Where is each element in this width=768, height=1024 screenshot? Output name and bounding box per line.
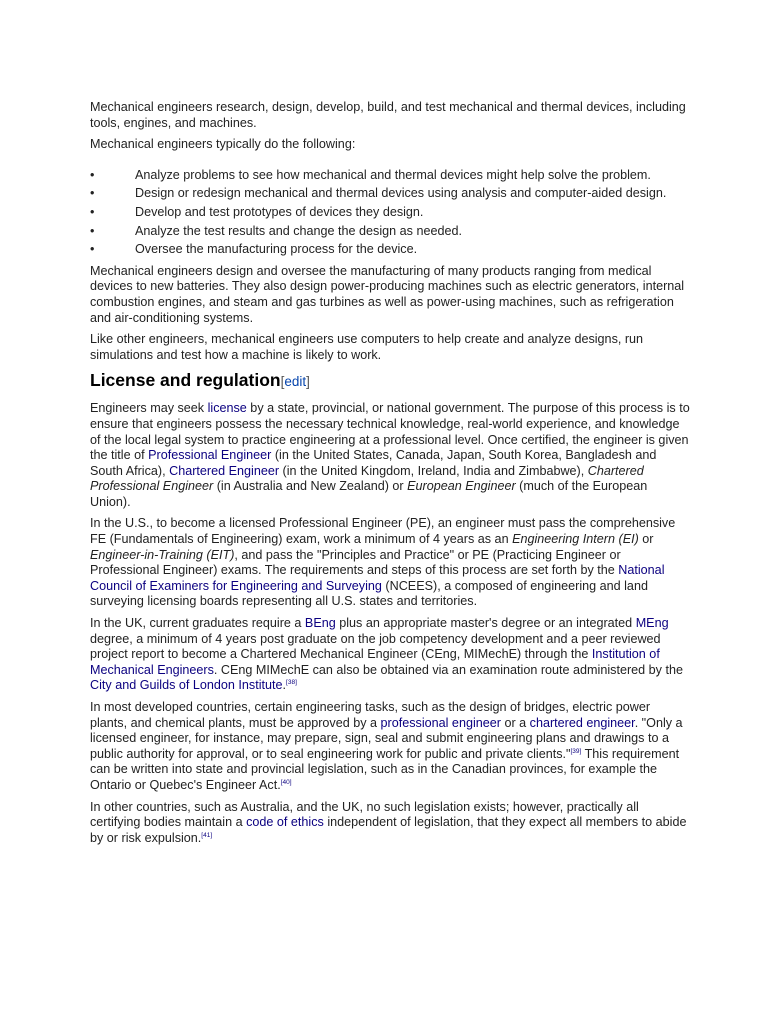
bullet-icon: • — [90, 186, 95, 201]
chartered-engineer-link-2[interactable]: chartered engineer — [529, 715, 635, 730]
edit-section-link[interactable]: [edit] — [280, 374, 310, 390]
bullet-icon: • — [90, 167, 95, 182]
list-item — [90, 168, 690, 184]
chartered-engineer-link[interactable]: Chartered Engineer — [169, 463, 280, 478]
list-item — [90, 224, 690, 240]
professional-engineer-link-2[interactable]: professional engineer — [380, 715, 501, 730]
intro-paragraph-1: Mechanical engineers research, design, develop, build, and test mechanical and thermal devices, including tools, engines, and machines. — [90, 100, 686, 130]
list-item-text: Design or redesign mechanical and thermal devices using analysis and computer-aided design. — [135, 186, 667, 201]
license-paragraph-4: In most developed countries, certain engineering tasks, such as the design of bridges, electric power plants, and chemical plants, must be approved by a professional engineer or a chartered engineer. "Only a licensed engineer, for instance, may prepare, sign, seal and submit engineering plans and drawings to a public authority for approval, or to seal engineering work for public and private clients."[39] This requirement can be written into state and provincial legislation, such as in the Canadian provinces, for example the Ontario or Quebec's Engineer Act.[40] — [90, 700, 683, 792]
license-paragraph-5: In other countries, such as Australia, and the UK, no such legislation exists; however, practically all certifying bodies maintain a code of ethics independent of legislation, that they expect all members to abide by or risk expulsion.[41] — [90, 799, 687, 845]
license-paragraph-2: In the U.S., to become a licensed Professional Engineer (PE), an engineer must pass the comprehensive FE (Fundamentals of Engineering) exam, work a minimum of 4 years as an Engineering Intern (EI) or Engineer-in-Training (EIT), and pass the "Principles and Practice" or PE (Practicing Engineer or Professional Engineer) exams. The requirements and steps of this process are set forth by the National Council of Examiners for Engineering and Surveying (NCEES), a composed of engineering and land surveying licensing boards representing all U.S. states and territories. — [90, 516, 676, 609]
duties-list — [90, 168, 690, 258]
bullet-icon: • — [90, 204, 95, 219]
citation-38[interactable]: [38] — [286, 679, 297, 687]
license-paragraph-3: In the UK, current graduates require a BEng plus an appropriate master's degree or an integrated MEng degree, a minimum of 4 years post graduate on the job competency development and a peer reviewed project report to become a Chartered Mechanical Engineer (CEng, MIMechE) through the Institution of Mechanical Engineers. CEng MIMechE can also be obtained via an examination route administered by the City and Guilds of London Institute.[38] — [90, 616, 683, 693]
intro-paragraph-2: Mechanical engineers typically do the following: — [90, 137, 356, 152]
intro-paragraph-3: Mechanical engineers design and oversee the manufacturing of many products ranging from medical devices to new batteries. They also design power-producing machines such as electric generators, internal combustion engines, and steam and gas turbines as well as power-using machines, such as refrigeration and air-conditioning systems. — [90, 263, 685, 325]
bullet-icon: • — [90, 242, 95, 257]
citation-41[interactable]: [41] — [201, 831, 213, 839]
license-link[interactable]: license — [207, 401, 247, 416]
professional-engineer-link[interactable]: Professional Engineer — [148, 448, 272, 463]
intro-paragraph-4: Like other engineers, mechanical engineers use computers to help create and analyze designs, run simulations and test how a machine is likely to work. — [90, 332, 644, 362]
edit-label[interactable]: edit — [284, 374, 307, 390]
list-item-text: Develop and test prototypes of devices they design. — [135, 204, 424, 219]
list-item-text: Analyze problems to see how mechanical and thermal devices might help solve the problem. — [135, 167, 651, 182]
citation-40[interactable]: [40] — [280, 778, 292, 786]
meng-link[interactable]: MEng — [635, 616, 669, 631]
section-heading — [90, 369, 690, 393]
list-item-text: Oversee the manufacturing process for the device. — [135, 242, 418, 257]
citation-39[interactable]: [39] — [570, 747, 582, 755]
bullet-icon: • — [90, 223, 95, 238]
list-item-text: Analyze the test results and change the design as needed. — [135, 223, 462, 238]
license-paragraph-1: Engineers may seek license by a state, provincial, or national government. The purpose of this process is to ensure that engineers possess the necessary technical knowledge, real-world experience, and knowledge of the local legal system to practice engineering at a professional level. Once certified, the engineer is given the title of Professional Engineer (in the United States, Canada, Japan, South Korea, Bangladesh and South Africa), Chartered Engineer (in the United Kingdom, Ireland, India and Zimbabwe), Chartered Professional Engineer (in Australia and New Zealand) or European Engineer (much of the European Union). — [90, 401, 690, 509]
list-item — [90, 205, 690, 221]
imeche-link[interactable]: Institution of Mechanical Engineers — [90, 647, 660, 677]
code-of-ethics-link[interactable]: code of ethics — [246, 815, 324, 830]
list-item — [90, 242, 690, 258]
ncees-link[interactable]: National Council of Examiners for Engineering and Surveying — [90, 563, 665, 593]
city-and-guilds-link[interactable]: City and Guilds of London Institute — [90, 678, 283, 693]
section-title: License and regulation — [90, 370, 281, 391]
article-body — [90, 100, 690, 852]
beng-link[interactable]: BEng — [304, 616, 336, 631]
list-item — [90, 186, 690, 202]
